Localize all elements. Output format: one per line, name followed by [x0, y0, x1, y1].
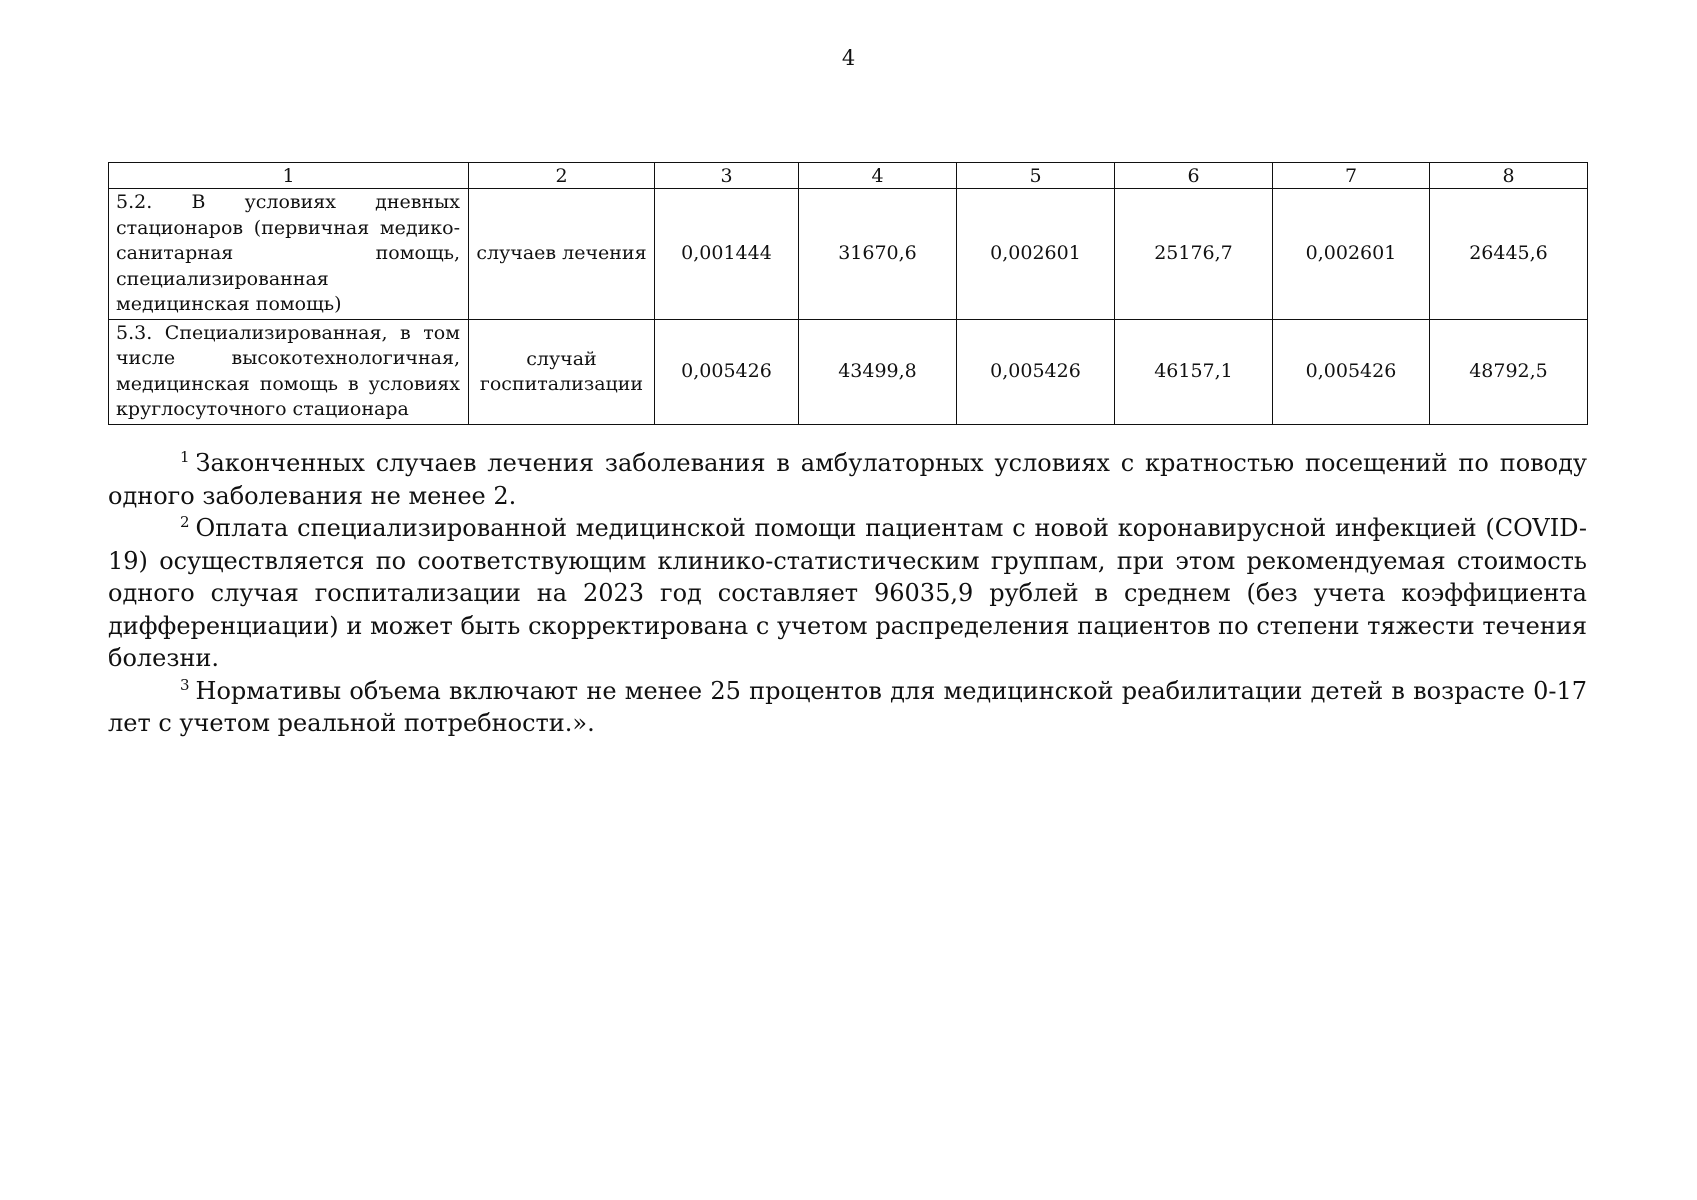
row-value: 0,002601	[1273, 189, 1430, 320]
row-unit: случаев лечения	[469, 189, 655, 320]
row-value: 43499,8	[799, 319, 957, 424]
row-value: 0,005426	[655, 319, 799, 424]
row-value: 25176,7	[1115, 189, 1273, 320]
page-number: 4	[841, 46, 856, 70]
column-number: 7	[1273, 163, 1430, 189]
column-number: 8	[1430, 163, 1588, 189]
row-value: 31670,6	[799, 189, 957, 320]
column-number: 6	[1115, 163, 1273, 189]
row-name: 5.2. В условиях дневных стационаров (первичная медико-санитарная помощь, специализированная медицинская помощь)	[109, 189, 469, 320]
column-number: 2	[469, 163, 655, 189]
footnote-text: Оплата специализированной медицинской помощи пациентам с новой коронавирусной инфекцией (COVID-19) осуществляется по соответствующим клинико-статистическим группам, при этом рекомендуемая стоимость одного случая госпитализации на 2023 год составляет 96035,9 рублей в среднем (без учета коэффициента дифференциации) и может быть скорректирована с учетом распределения пациентов по степени тяжести течения болезни.	[108, 514, 1587, 672]
column-number: 3	[655, 163, 799, 189]
footnote-mark: 3	[180, 675, 190, 694]
row-name: 5.3. Специализированная, в том числе высокотехнологичная, медицинская помощь в условиях круглосуточного стационара	[109, 319, 469, 424]
footnote	[108, 512, 1587, 675]
row-value: 48792,5	[1430, 319, 1588, 424]
footnote-mark: 1	[180, 448, 190, 466]
row-value: 0,005426	[1273, 319, 1430, 424]
footnote	[108, 675, 1587, 740]
column-number: 4	[799, 163, 957, 189]
row-value: 26445,6	[1430, 189, 1588, 320]
table-row	[109, 319, 1588, 424]
column-number: 5	[957, 163, 1115, 189]
table-row	[109, 189, 1588, 320]
footnote	[108, 447, 1587, 512]
column-number: 1	[109, 163, 469, 189]
norms-table	[108, 162, 1588, 425]
footnote-mark: 2	[180, 513, 190, 531]
row-value: 0,002601	[957, 189, 1115, 320]
column-number-row	[109, 163, 1588, 189]
footnote-text: Законченных случаев лечения заболевания в амбулаторных условиях с кратностью посещений по поводу одного заболевания не менее 2.	[108, 449, 1587, 510]
row-unit: случай госпитализации	[469, 319, 655, 424]
footnotes	[108, 447, 1587, 740]
footnote-text: Нормативы объема включают не менее 25 процентов для медицинской реабилитации детей в возрасте 0-17 лет с учетом реальной потребности.».	[108, 676, 1587, 737]
row-value: 0,001444	[655, 189, 799, 320]
row-value: 46157,1	[1115, 319, 1273, 424]
row-value: 0,005426	[957, 319, 1115, 424]
